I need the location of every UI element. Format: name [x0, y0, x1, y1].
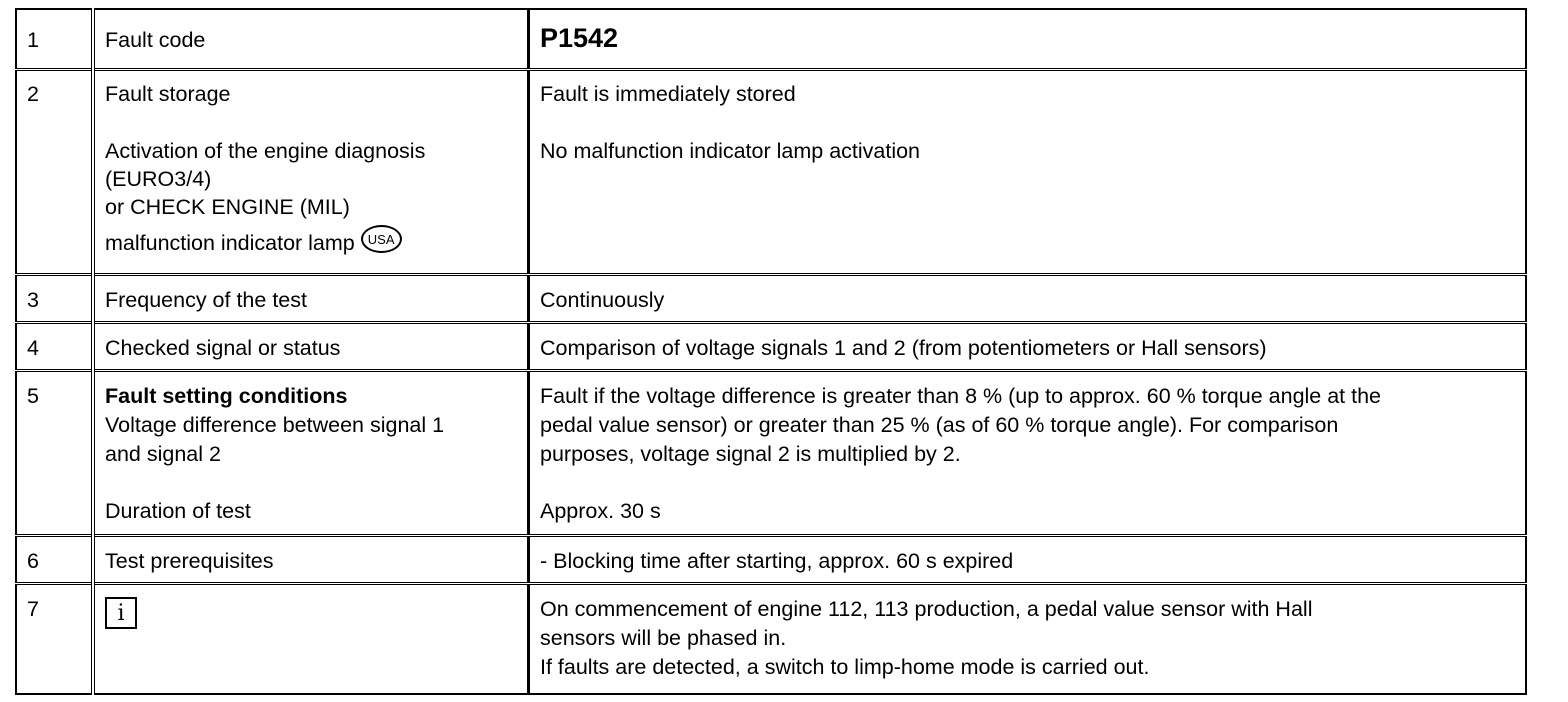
usa-badge-icon: USA	[361, 225, 402, 253]
row-number: 1	[27, 28, 39, 52]
row-label: Test prerequisites	[105, 549, 274, 573]
row-label: Frequency of the test	[105, 288, 307, 312]
row-label-line: (EURO3/4)	[105, 167, 212, 191]
table-row	[16, 584, 1526, 694]
row-value: Fault is immediately stored	[540, 82, 796, 106]
row-value: Continuously	[540, 288, 665, 312]
row-label-line: and signal 2	[105, 442, 221, 466]
row-value: purposes, voltage signal 2 is multiplied by 2.	[540, 442, 961, 466]
table-row	[16, 70, 1526, 275]
row-number: 6	[27, 549, 39, 573]
row-label: Checked signal or status	[105, 336, 341, 360]
table-row	[16, 371, 1526, 536]
table-row	[16, 9, 1526, 70]
row-value: - Blocking time after starting, approx. 60 s expired	[540, 549, 1014, 573]
row-value: pedal value sensor) or greater than 25 % (as of 60 % torque angle). For comparison	[540, 413, 1339, 437]
row-value: Comparison of voltage signals 1 and 2 (from potentiometers or Hall sensors)	[540, 336, 1267, 360]
row-label-line: Activation of the engine diagnosis	[105, 139, 426, 163]
fault-code-table	[15, 8, 1527, 695]
fault-code-value: P1542	[540, 23, 619, 53]
row-value: On commencement of engine 112, 113 production, a pedal value sensor with Hall	[540, 597, 1313, 621]
row-value: No malfunction indicator lamp activation	[540, 139, 921, 163]
row-label-line: malfunction indicator lamp	[105, 231, 355, 255]
row-value: Fault if the voltage difference is greater than 8 % (up to approx. 60 % torque angle at the	[540, 384, 1382, 408]
row-label-line: or CHECK ENGINE (MIL)	[105, 195, 350, 219]
row-value: If faults are detected, a switch to limp-home mode is carried out.	[540, 655, 1150, 679]
table-row	[16, 536, 1526, 584]
row-number: 2	[27, 82, 39, 106]
row-label-bold: Fault setting conditions	[105, 384, 348, 408]
info-icon: i	[105, 597, 137, 629]
table-row	[16, 275, 1526, 323]
row-label-line: Duration of test	[105, 499, 251, 523]
row-label: Fault storage	[105, 82, 231, 106]
row-number: 7	[27, 597, 39, 621]
row-value: Approx. 30 s	[540, 499, 661, 523]
row-number: 5	[27, 384, 39, 408]
row-label: Fault code	[105, 28, 206, 52]
row-value: sensors will be phased in.	[540, 626, 787, 650]
row-number: 4	[27, 336, 39, 360]
table-row	[16, 323, 1526, 371]
row-number: 3	[27, 288, 39, 312]
row-label-line: Voltage difference between signal 1	[105, 413, 445, 437]
